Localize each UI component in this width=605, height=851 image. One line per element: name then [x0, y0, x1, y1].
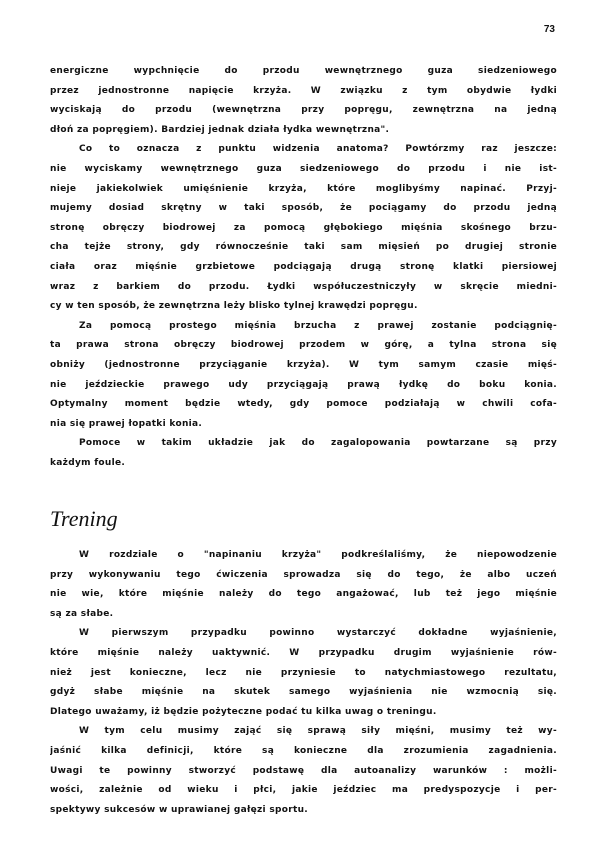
- text-line: przy wykonywaniu tego ćwiczenia sprowadza się do tego, że albo uczeń: [50, 569, 557, 580]
- text-line: obniży (jednostronne przyciąganie krzyża). W tym samym czasie mięś-: [50, 359, 557, 370]
- text-line: Za pomocą prostego mięśnia brzucha z prawej zostanie podciągnię-: [79, 320, 557, 331]
- body-text-section-1: [50, 62, 557, 473]
- text-line: Optymalny moment będzie wtedy, gdy pomoce podziałają w chwili cofa-: [50, 399, 557, 410]
- text-line: energiczne wypchnięcie do przodu wewnętrznego guza siedzeniowego: [50, 66, 557, 76]
- text-line: dłoń za popręgiem). Bardziej jednak działa łydka wewnętrzna".: [50, 124, 390, 135]
- text-line: nia się prawej łopatki konia.: [50, 418, 203, 429]
- text-line: każdym foule.: [50, 457, 126, 468]
- text-line: Dlatego uważamy, iż będzie pożyteczne podać tu kilka uwag o treningu.: [50, 706, 437, 717]
- page-number: 73: [543, 24, 555, 35]
- text-line: ciała oraz mięśnie grzbietowe podciągają drugą stronę klatki piersiowej: [50, 261, 557, 272]
- text-line: W tym celu musimy zająć się sprawą siły mięśni, musimy też wy-: [79, 726, 557, 737]
- text-line: cha tejże strony, gdy równocześnie taki sam mięsień po drugiej stronie: [50, 242, 557, 253]
- text-line: które mięśnie należy uaktywnić. W przypadku drugim wyjaśnienie rów-: [50, 647, 557, 658]
- text-line: W rozdziale o "napinaniu krzyża" podkreślaliśmy, że niepowodzenie: [79, 550, 557, 560]
- text-line: stronę obręczy biodrowej za pomocą głębokiego mięśnia skośnego brzu-: [50, 222, 557, 233]
- text-line: gdyż słabe mięśnie na skutek samego wyjaśnienia nie wzmocnią się.: [50, 687, 557, 698]
- text-line: nie wyciskamy wewnętrznego guza siedzeniowego do przodu i nie ist-: [50, 163, 557, 174]
- text-line: Co to oznacza z punktu widzenia anatoma? Powtórzmy raz jeszcze:: [79, 144, 557, 155]
- text-line: cy w ten sposób, że zewnętrzna leży blisko tylnej krawędzi popręgu.: [50, 301, 418, 312]
- text-line: wyciskają do przodu (wewnętrzna przy popręgu, zewnętrzna na jedną: [50, 105, 557, 116]
- text-line: nież jest konieczne, lecz nie przyniesie to natychmiastowego rezultatu,: [50, 667, 557, 678]
- text-line: mujemy dosiad skrętny w taki sposób, że pociągamy do przodu jedną: [50, 203, 557, 214]
- text-line: przez jednostronne napięcie krzyża. W związku z tym obydwie łydki: [50, 85, 557, 96]
- text-line: Uwagi te powinny stworzyć podstawę dla autoanalizy warunków : możli-: [50, 765, 557, 776]
- section-heading: Trening: [50, 506, 118, 531]
- text-line: wraz z barkiem do przodu. Łydki współuczestniczyły w skręcie miedni-: [50, 281, 557, 292]
- body-text-section-2: [50, 546, 557, 820]
- text-line: wości, zależnie od wieku i płci, jakie jeździec ma predyspozycje i per-: [50, 785, 557, 796]
- text-line: nie wie, które mięśnie należy do tego angażować, lub też jego mięśnie: [50, 589, 557, 600]
- text-line: jaśnić kilka definicji, które są konieczne dla zrozumienia zagadnienia.: [50, 745, 557, 756]
- text-line: spektywy sukcesów w uprawianej gałęzi sportu.: [50, 804, 309, 815]
- text-line: W pierwszym przypadku powinno wystarczyć dokładne wyjaśnienie,: [79, 628, 557, 639]
- text-line: ta prawa strona obręczy biodrowej przodem w górę, a tylna strona się: [50, 340, 557, 351]
- text-line: nieje jakiekolwiek umięśnienie krzyża, które moglibyśmy napinać. Przyj-: [50, 183, 557, 194]
- text-line: są za słabe.: [50, 608, 114, 619]
- text-line: Pomoce w takim układzie jak do zagalopowania powtarzane są przy: [79, 438, 557, 449]
- text-line: nie jeździeckie prawego udy przyciągają prawą łydkę do boku konia.: [50, 379, 557, 390]
